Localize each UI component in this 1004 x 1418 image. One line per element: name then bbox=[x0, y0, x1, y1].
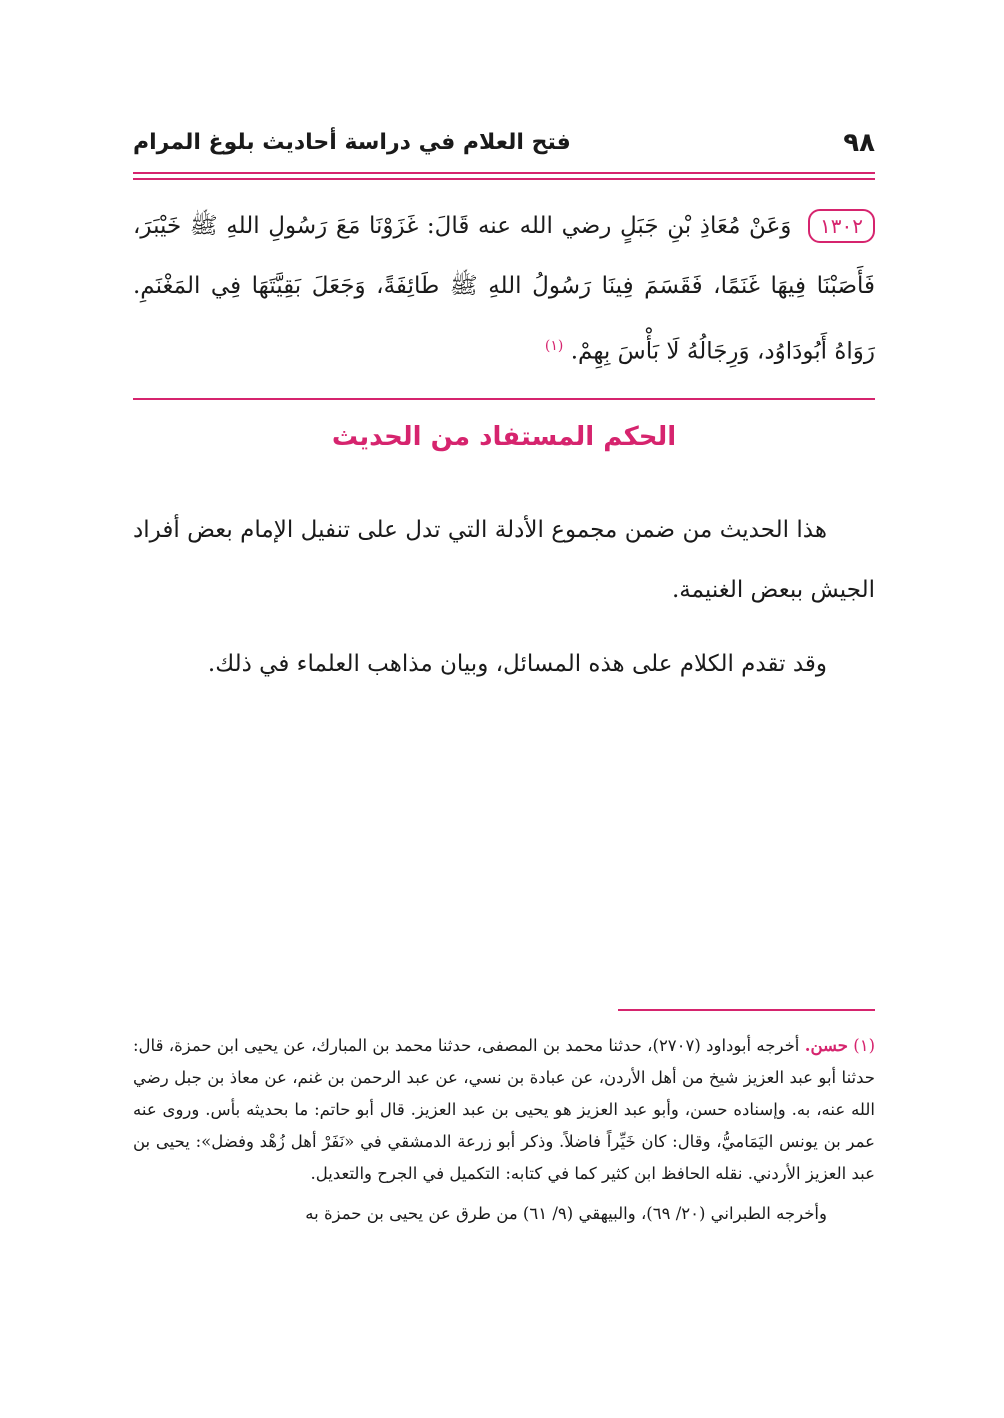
section-heading: الحكم المستفاد من الحديث bbox=[331, 422, 677, 452]
hadith-text: وَعَنْ مُعَاذِ بْنِ جَبَلٍ رضي الله عنه قَالَ: غَزَوْنَا مَعَ رَسُولِ اللهِ ﷺ خَيْبَرَ، فَأَصَبْنَا فِيهَا غَنَمًا، فَقَسَمَ فِينَا رَسُولُ اللهِ ﷺ طَائِفَةً، وَجَعَلَ بَقِيَّتَهَا فِي المَغْنَمِ. رَوَاهُ أَبُودَاوُد، وَرِجَالُهُ لَا بَأْسَ بِهِمْ. bbox=[133, 213, 875, 365]
book-title: فتح العلام في دراسة أحاديث بلوغ المرام bbox=[133, 130, 571, 155]
footnote-text: أخرجه أبوداود (٢٧٠٧)، حدثنا محمد بن المصفى، حدثنا محمد بن المبارك، عن يحيى ابن حمزة، قال: حدثنا أبو عبد العزيز شيخ من أهل الأردن، عن عبادة بن نسي، عن عبد الرحمن بن غنم، عن معاذ بن جبل رضي الله عنه، به. وإسناده حسن، وأبو عبد العزيز هو يحيى بن عبد العزيز. قال أبو حاتم: ما بحديثه بأس. وروى عنه عمر بن يونس اليَمَاميُّ، وقال: كان خَيِّراً فاضلاً. وذكر أبو زرعة الدمشقي في «نَفَرْ أهل زُهْد وفضل»: يحيى بن عبد العزيز الأردني. نقله الحافظ ابن كثير كما في كتابه: التكميل في الجرح والتعديل. bbox=[133, 1036, 875, 1183]
footnote-number: (١) bbox=[853, 1036, 876, 1055]
footnote-separator bbox=[618, 1009, 875, 1011]
header-rule-bottom bbox=[133, 178, 875, 180]
footnote-grade: حسن. bbox=[804, 1036, 848, 1055]
page-header bbox=[133, 124, 875, 168]
footnote-extra: وأخرجه الطبراني (٢٠/ ٦٩)، والبيهقي (٩/ ٦١) من طرق عن يحيى بن حمزة به bbox=[305, 1204, 827, 1223]
body-paragraph: وقد تقدم الكلام على هذه المسائل، وبيان مذاهب العلماء في ذلك. bbox=[207, 651, 827, 677]
page-number: ٩٨ bbox=[843, 128, 875, 158]
body-paragraph: هذا الحديث من ضمن مجموع الأدلة التي تدل على تنفيل الإمام بعض أفراد الجيش ببعض الغنيمة. bbox=[133, 517, 875, 603]
hadith-block bbox=[133, 196, 875, 382]
footnote-item bbox=[133, 1030, 875, 1190]
hadith-number-badge: ١٣٠٢ bbox=[808, 209, 875, 243]
section-body bbox=[133, 500, 875, 694]
footnote-reference[interactable]: (١) bbox=[544, 338, 564, 354]
hadith-divider bbox=[133, 398, 875, 400]
footnotes bbox=[133, 1030, 875, 1230]
header-rule-top bbox=[133, 172, 875, 174]
